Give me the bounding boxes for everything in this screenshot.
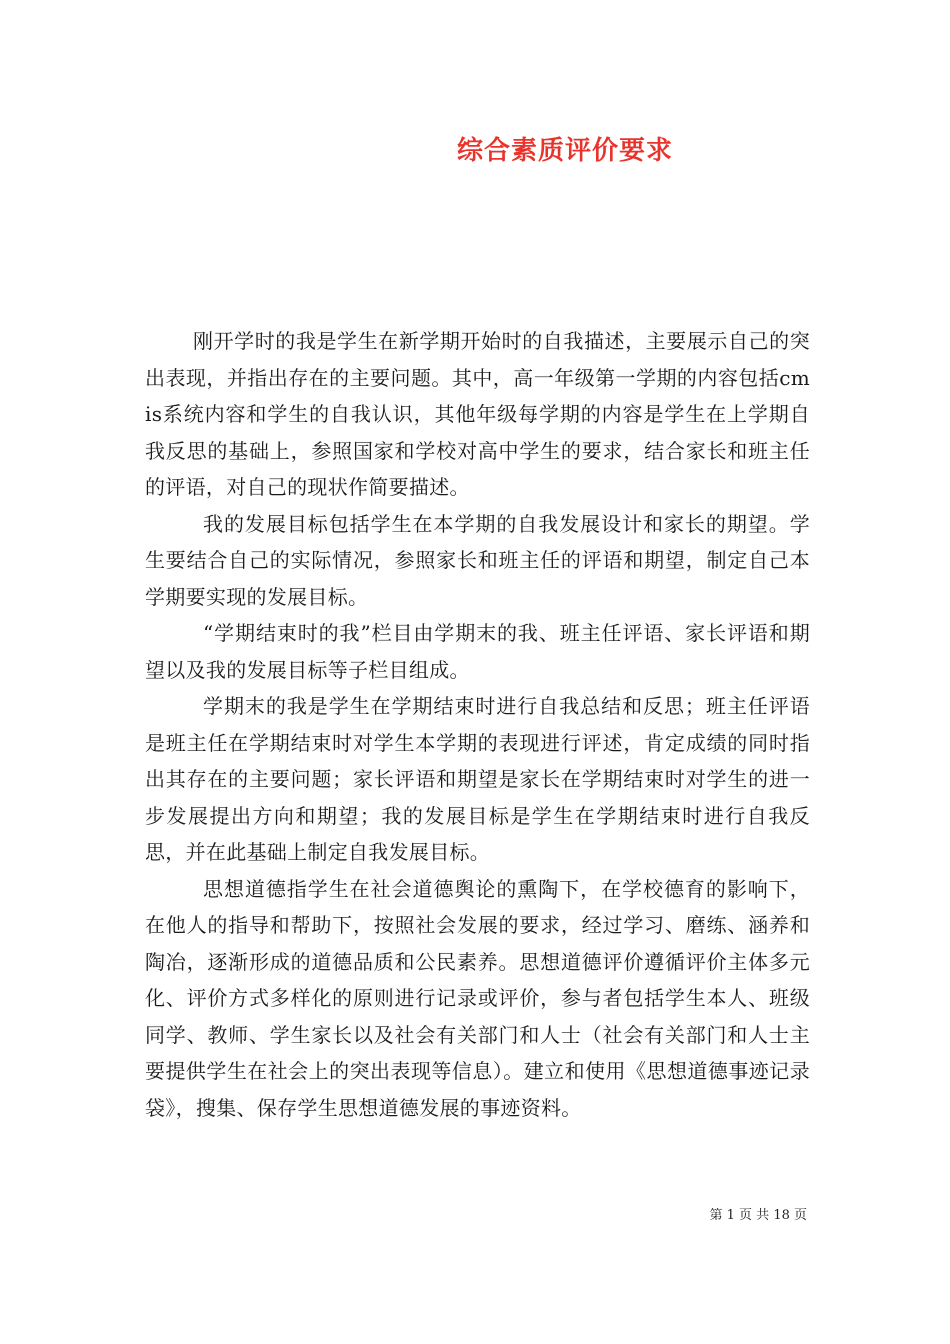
paragraph-end-of-term-section: “学期结束时的我”栏目由学期末的我、班主任评语、家长评语和期望以及我的发展目标等子栏目组成。 — [145, 621, 810, 682]
paragraph-development-goals: 我的发展目标包括学生在本学期的自我发展设计和家长的期望。学生要结合自己的实际情况，参照家长和班主任的评语和期望，制定自己本学期要实现的发展目标。 — [145, 511, 810, 609]
paragraph-start-of-term: 刚开学时的我是学生在新学期开始时的自我描述，主要展示自己的突出表现，并指出存在的主要问题。其中，高一年级第一学期的内容包括cmis系统内容和学生的自我认识，其他年级每学期的内容是学生在上学期自我反思的基础上，参照国家和学校对高中学生的要求，结合家长和班主任的评语，对自己的现状作简要描述。 — [145, 329, 810, 499]
document-body — [145, 323, 810, 1126]
document-title: 综合素质评价要求 — [456, 136, 673, 166]
paragraph-moral-education: 思想道德指学生在社会道德舆论的熏陶下，在学校德育的影响下，在他人的指导和帮助下，按照社会发展的要求，经过学习、磨练、涵养和陶冶，逐渐形成的道德品质和公民素养。思想道德评价遵循评价主体多元化、评价方式多样化的原则进行记录或评价，参与者包括学生本人、班级同学、教师、学生家长以及社会有关部门和人士（社会有关部门和人士主要提供学生在社会上的突出表现等信息）。建立和使用《思想道德事迹记录袋》，搜集、保存学生思想道德发展的事迹资料。 — [145, 876, 810, 1120]
page-number: 第 1 页 共 18 页 — [709, 1208, 807, 1223]
paragraph-end-of-term-details: 学期末的我是学生在学期结束时进行自我总结和反思；班主任评语是班主任在学期结束时对学生本学期的表现进行评述，肯定成绩的同时指出其存在的主要问题；家长评语和期望是家长在学期结束时对学生的进一步发展提出方向和期望；我的发展目标是学生在学期结束时进行自我反思，并在此基础上制定自我发展目标。 — [145, 694, 810, 864]
